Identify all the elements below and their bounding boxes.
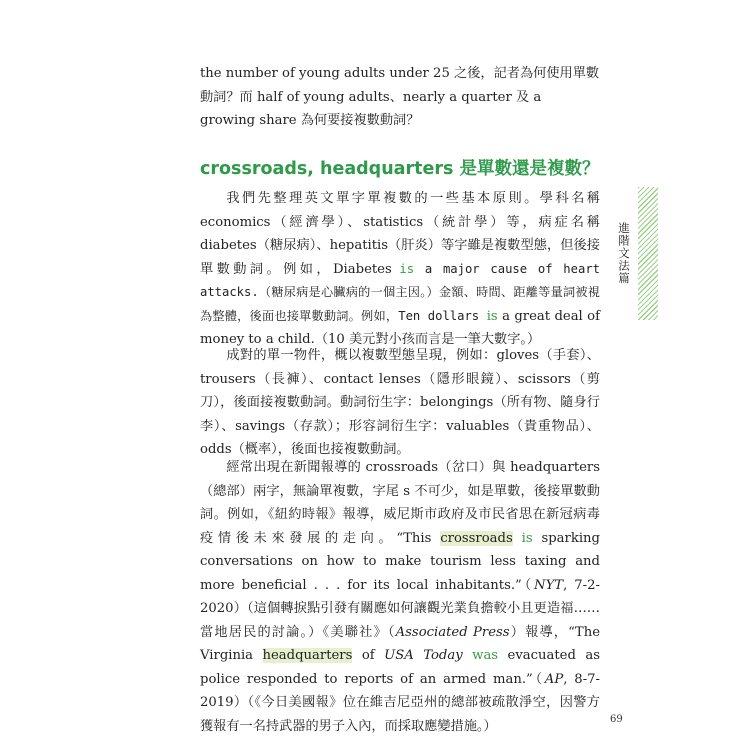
verb-highlight: is: [486, 308, 498, 324]
verb-highlight: is: [521, 530, 533, 546]
paragraph-plural-subjects: [200, 187, 600, 352]
decorative-stripe: [638, 187, 658, 320]
verb-highlight: is: [399, 261, 415, 276]
page-number: 69: [610, 714, 623, 725]
text: 經常出現在新聞報導的 crossroads（岔口）與 headquarters（總部）兩字，無論單複數，字尾 s 不可少，如是單數，後接單數動詞。例如，《紐約時報》報導，威尼斯市政府及市民省思在新冠病毒疫情後未來發展的走向。“This: [200, 460, 600, 546]
citation-source: AP: [544, 671, 564, 687]
citation-source: Associated Press: [395, 624, 510, 640]
text: sparking conversations on how to make tourism less taxing and more beneficial . . . for its local inhabitants.”（: [200, 530, 600, 593]
text: , 7-2-2020）（這個轉捩點引發有關應如何讓觀光業負擔較小且更造福……當地居民的討論。）《美聯社》（: [200, 577, 600, 640]
publication-title: USA Today: [384, 648, 463, 663]
text: evacuated as police responded to reports of an armed man.”（: [200, 648, 600, 687]
text: ）報導，“The Virginia: [200, 624, 601, 663]
text: of: [352, 648, 385, 663]
section-heading: crossroads, headquarters 是單數還是複數？: [200, 159, 600, 179]
intro-paragraph: [200, 62, 600, 133]
text: a great deal of money to a child.（10 美元對小孩而言是一筆大數字。）: [200, 308, 600, 347]
citation-source: NYT: [534, 577, 564, 593]
text: 我們先整理英文單字單複數的一些基本原則。學科名稱 economics（經濟學）、statistics（統計學）等，病症名稱 diabetes（糖尿病）、hepatitis（肝炎）等字雖是複數型態，但後接單數動詞。例如，Diabetes: [200, 191, 600, 277]
intro-text: the number of young adults under 25 之後，記者為何使用單數動詞？而 half of young adults、nearly a quarter 及 a growing share 為何要接複數動詞？: [200, 66, 600, 128]
example-sentence: a major cause of heart attacks.（糖尿病是心臟病的一個主因。）金額、時間、距離等量詞被視為整體，後面也接單數動詞。例如，Ten dollars: [200, 261, 600, 323]
term-highlight: headquarters: [262, 648, 353, 663]
verb-highlight: was: [472, 648, 499, 663]
text: , 8-7-2019）（《今日美國報》位在維吉尼亞州的總部被疏散淨空，因警方獲報有一名持武器的男子入內，而採取應變措施。）: [200, 671, 600, 734]
paragraph-crossroads-headquarters: [200, 456, 600, 738]
text: 成對的單一物件，概以複數型態呈現，例如：gloves（手套）、trousers（長褲）、contact lenses（隱形眼鏡）、scissors（剪刀），後面接複數動詞。動詞衍生字：belongings（所有物、隨身行李）、savings（存款）；形容詞衍生字：valuables（貴重物品）、odds（概率），後面也接複數動詞。: [200, 348, 600, 457]
chapter-side-tab: 進階文法篇: [617, 222, 631, 285]
term-highlight: crossroads: [440, 530, 513, 546]
paragraph-paired-objects: [200, 344, 600, 462]
